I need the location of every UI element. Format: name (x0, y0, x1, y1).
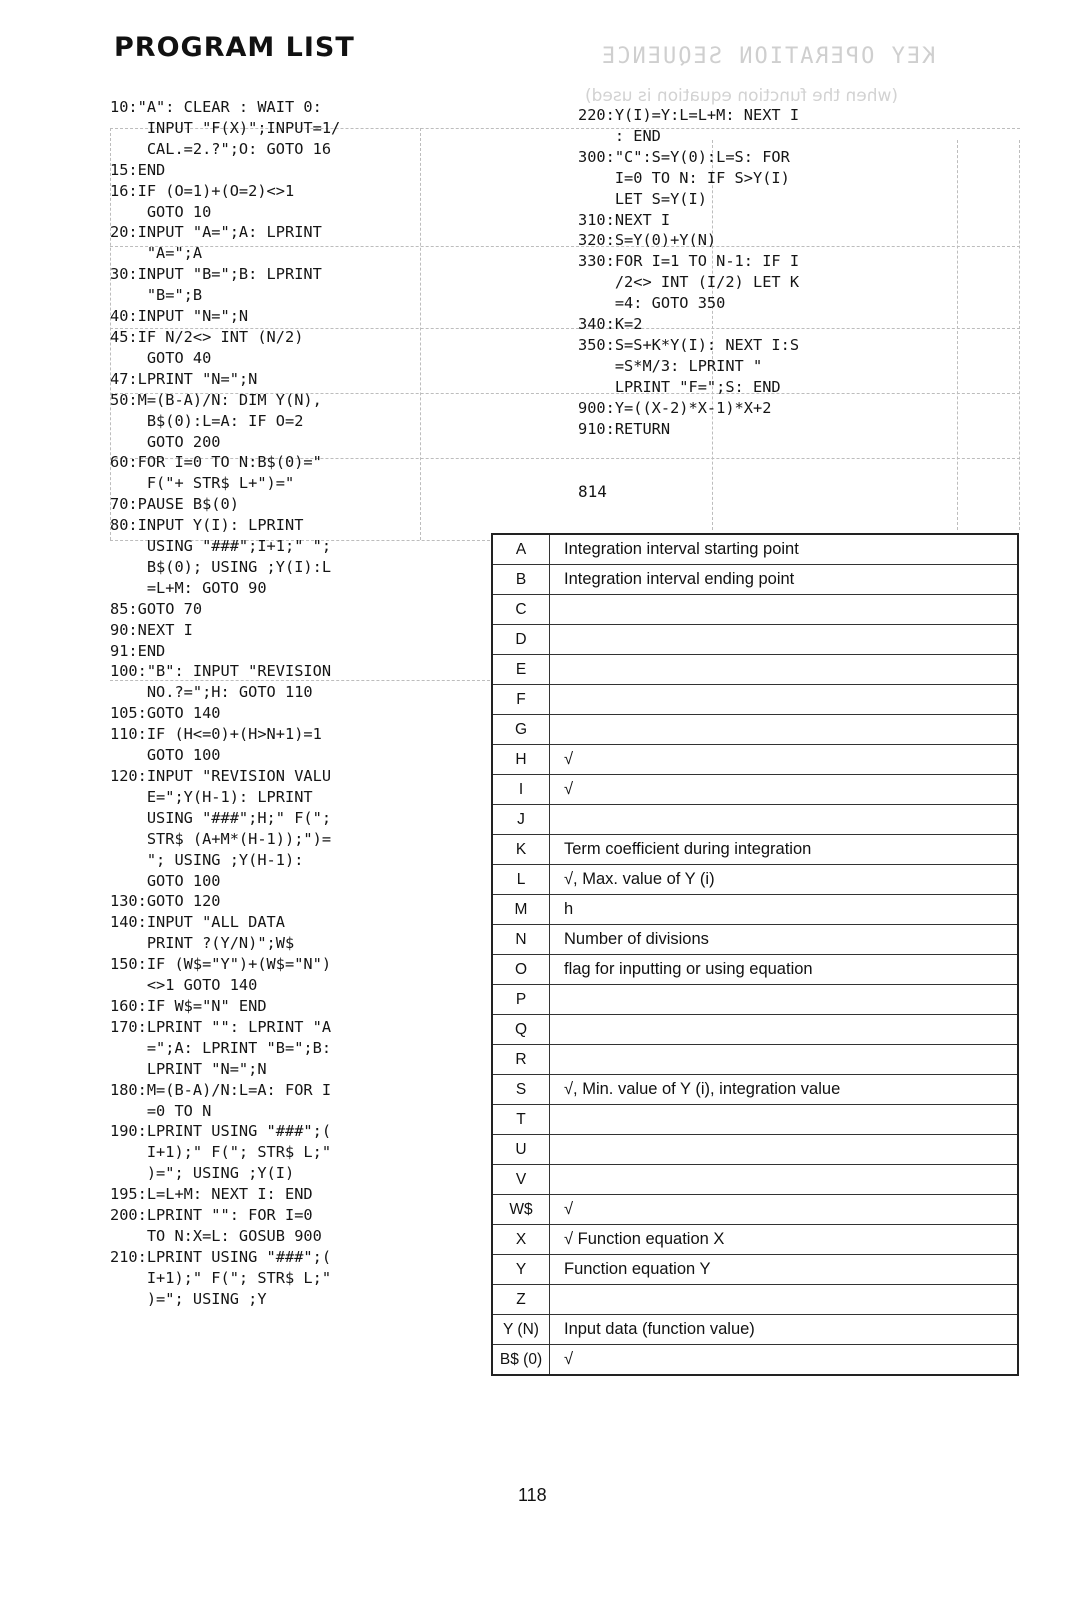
code-line: "A=";A (110, 244, 203, 263)
code-line: <>1 GOTO 140 (110, 976, 258, 995)
table-row (492, 1135, 1018, 1165)
code-line: 140:INPUT "ALL DATA (110, 913, 285, 932)
code-line: 130:GOTO 120 (110, 892, 221, 911)
code-line: 220:Y(I)=Y:L=L+M: NEXT I (578, 106, 800, 124)
ghost-rule (957, 140, 958, 530)
code-line: E=";Y(H-1): LPRINT (110, 787, 313, 806)
code-line: : END (578, 126, 661, 145)
code-line: I+1);" F("; STR$ L;" (110, 1143, 332, 1162)
code-line: GOTO 200 (110, 432, 221, 451)
page-number: 118 (518, 1485, 547, 1505)
code-line: PRINT ?(Y/N)";W$ (110, 934, 295, 953)
code-line: 105:GOTO 140 (110, 704, 221, 723)
variable-name: L (492, 865, 550, 895)
table-row (492, 775, 1018, 805)
variable-description (550, 1135, 1019, 1165)
ghost-rule (1019, 140, 1020, 530)
variable-name: D (492, 625, 550, 655)
variable-name: M (492, 895, 550, 925)
table-row (492, 985, 1018, 1015)
table-row (492, 835, 1018, 865)
code-line: =L+M: GOTO 90 (110, 578, 267, 597)
table-row (492, 745, 1018, 775)
code-line: 20:INPUT "A=";A: LPRINT (110, 223, 322, 242)
code-line: LPRINT "F=";S: END (578, 377, 781, 396)
code-line: 85:GOTO 70 (110, 599, 203, 618)
table-row (492, 1195, 1018, 1225)
page-title: PROGRAM LIST (114, 32, 355, 63)
code-line: 110:IF (H<=0)+(H>N+1)=1 (110, 725, 322, 744)
variable-table (491, 533, 1019, 1376)
variable-description (550, 1285, 1019, 1315)
variable-name: K (492, 835, 550, 865)
table-row (492, 1255, 1018, 1285)
table-row (492, 1045, 1018, 1075)
variable-name: T (492, 1105, 550, 1135)
table-row (492, 1075, 1018, 1105)
code-line: TO N:X=L: GOSUB 900 (110, 1226, 322, 1245)
code-line: LPRINT "N=";N (110, 1059, 267, 1078)
variable-description (550, 595, 1019, 625)
code-line: GOTO 100 (110, 746, 221, 765)
table-row (492, 1105, 1018, 1135)
variable-name: Y (492, 1255, 550, 1285)
table-row (492, 865, 1018, 895)
table-row (492, 1015, 1018, 1045)
code-line: 60:FOR I=0 TO N:B$(0)=" (110, 453, 322, 472)
code-line: 910:RETURN (578, 419, 671, 438)
code-line: NO.?=";H: GOTO 110 (110, 683, 313, 702)
code-line: B$(0):L=A: IF O=2 (110, 411, 304, 430)
ghost-rule (420, 128, 421, 540)
variable-description: √, Min. value of Y (i), integration value (550, 1075, 1019, 1105)
variable-description (550, 985, 1019, 1015)
code-line: USING "###";I+1;" "; (110, 537, 332, 556)
table-row (492, 685, 1018, 715)
code-line: 160:IF W$="N" END (110, 996, 267, 1015)
program-code-right (578, 105, 799, 440)
code-line: 15:END (110, 160, 166, 179)
variable-name: V (492, 1165, 550, 1195)
table-row (492, 805, 1018, 835)
variable-description: √ (550, 1195, 1019, 1225)
code-line: INPUT "F(X)";INPUT=1/ (110, 118, 341, 137)
code-line: 91:END (110, 641, 166, 660)
code-line: B$(0); USING ;Y(I):L (110, 557, 332, 576)
variable-name: J (492, 805, 550, 835)
code-line: 180:M=(B-A)/N:L=A: FOR I (110, 1080, 332, 1099)
variable-description: √, Max. value of Y (i) (550, 865, 1019, 895)
variable-description: h (550, 895, 1019, 925)
variable-description: Integration interval ending point (550, 565, 1019, 595)
code-line: "B=";B (110, 286, 203, 305)
variable-name: R (492, 1045, 550, 1075)
code-line: )="; USING ;Y (110, 1289, 267, 1308)
code-line: =4: GOTO 350 (578, 294, 726, 313)
table-row (492, 565, 1018, 595)
table-row (492, 1345, 1018, 1376)
code-line: )="; USING ;Y(I) (110, 1164, 295, 1183)
code-line: 100:"B": INPUT "REVISION (110, 662, 332, 681)
variable-name: I (492, 775, 550, 805)
variable-name: Q (492, 1015, 550, 1045)
table-row (492, 925, 1018, 955)
code-line: 45:IF N/2<> INT (N/2) (110, 327, 304, 346)
code-line: 70:PAUSE B$(0) (110, 495, 239, 514)
variable-name: F (492, 685, 550, 715)
table-row (492, 655, 1018, 685)
program-address: 814 (578, 482, 607, 501)
variable-description: √ (550, 745, 1019, 775)
variable-name: H (492, 745, 550, 775)
variable-name: U (492, 1135, 550, 1165)
code-line: STR$ (A+M*(H-1));")= (110, 829, 332, 848)
variable-name: C (492, 595, 550, 625)
code-line: 30:INPUT "B=";B: LPRINT (110, 265, 322, 284)
variable-description (550, 625, 1019, 655)
table-row (492, 595, 1018, 625)
code-line: 900:Y=((X-2)*X-1)*X+2 (578, 398, 772, 417)
variable-name: Y (N) (492, 1315, 550, 1345)
code-line: GOTO 100 (110, 871, 221, 890)
ghost-subheading: (when the function equation is used) (585, 86, 899, 106)
code-line: 320:S=Y(0)+Y(N) (578, 231, 717, 250)
variable-description: Function equation Y (550, 1255, 1019, 1285)
code-line: 150:IF (W$="Y")+(W$="N") (110, 955, 332, 974)
table-row (492, 1165, 1018, 1195)
code-line: 16:IF (O=1)+(O=2)<>1 (110, 181, 295, 200)
code-line: 40:INPUT "N=";N (110, 307, 249, 326)
code-line: 350:S=S+K*Y(I): NEXT I:S (578, 335, 800, 354)
code-line: 195:L=L+M: NEXT I: END (110, 1185, 313, 1204)
variable-description (550, 1165, 1019, 1195)
variable-description (550, 1045, 1019, 1075)
code-line: 120:INPUT "REVISION VALU (110, 767, 332, 785)
variable-description: √ (550, 1345, 1019, 1376)
code-line: USING "###";H;" F("; (110, 808, 332, 827)
code-line: 210:LPRINT USING "###";( (110, 1247, 332, 1266)
code-line: GOTO 40 (110, 348, 212, 367)
variable-description (550, 655, 1019, 685)
variable-description: Term coefficient during integration (550, 835, 1019, 865)
variable-description: √ Function equation X (550, 1225, 1019, 1255)
variable-description (550, 715, 1019, 745)
code-line: 200:LPRINT "": FOR I=0 (110, 1206, 313, 1225)
table-row (492, 1225, 1018, 1255)
variable-name: O (492, 955, 550, 985)
variable-name: W$ (492, 1195, 550, 1225)
code-line: 47:LPRINT "N=";N (110, 369, 258, 388)
variable-description: flag for inputting or using equation (550, 955, 1019, 985)
table-row (492, 1285, 1018, 1315)
variable-description (550, 1015, 1019, 1045)
variable-name: B (492, 565, 550, 595)
code-line: 80:INPUT Y(I): LPRINT (110, 516, 304, 535)
variable-name: G (492, 715, 550, 745)
table-row (492, 534, 1018, 565)
variable-name: P (492, 985, 550, 1015)
variable-name: E (492, 655, 550, 685)
variable-description: Integration interval starting point (550, 534, 1019, 565)
code-line: GOTO 10 (110, 202, 212, 221)
code-line: 310:NEXT I (578, 210, 671, 229)
variable-description (550, 805, 1019, 835)
code-line: 340:K=2 (578, 315, 643, 334)
program-code-left (110, 97, 340, 1310)
ghost-heading: KEY OPERATION SEQUENCE (600, 44, 936, 69)
code-line: I+1);" F("; STR$ L;" (110, 1268, 332, 1287)
variable-name: A (492, 534, 550, 565)
table-row (492, 955, 1018, 985)
code-line: 10:"A": CLEAR : WAIT 0: (110, 98, 322, 116)
code-line: 170:LPRINT "": LPRINT "A (110, 1017, 332, 1036)
code-line: 190:LPRINT USING "###";( (110, 1122, 332, 1141)
code-line: =0 TO N (110, 1101, 212, 1120)
code-line: 300:"C":S=Y(0):L=S: FOR (578, 147, 790, 166)
table-row (492, 895, 1018, 925)
code-line: I=0 TO N: IF S>Y(I) (578, 168, 790, 187)
variable-name: Z (492, 1285, 550, 1315)
code-line: =S*M/3: LPRINT " (578, 356, 763, 375)
code-line: "; USING ;Y(H-1): (110, 850, 304, 869)
code-line: 330:FOR I=1 TO N-1: IF I (578, 252, 800, 271)
variable-name: N (492, 925, 550, 955)
table-row (492, 1315, 1018, 1345)
code-line: LET S=Y(I) (578, 189, 707, 208)
variable-name: X (492, 1225, 550, 1255)
variable-description: √ (550, 775, 1019, 805)
code-line: 50:M=(B-A)/N: DIM Y(N), (110, 390, 322, 409)
variable-name: S (492, 1075, 550, 1105)
variable-name: B$ (0) (492, 1345, 550, 1376)
table-row (492, 625, 1018, 655)
variable-description (550, 1105, 1019, 1135)
code-line: 90:NEXT I (110, 620, 193, 639)
table-row (492, 715, 1018, 745)
code-line: F("+ STR$ L+")=" (110, 474, 295, 493)
variable-description: Number of divisions (550, 925, 1019, 955)
variable-table-body (492, 534, 1018, 1375)
code-line: CAL.=2.?";O: GOTO 16 (110, 139, 332, 158)
variable-description (550, 685, 1019, 715)
code-line: /2<> INT (I/2) LET K (578, 273, 800, 292)
code-line: =";A: LPRINT "B=";B: (110, 1038, 332, 1057)
variable-description: Input data (function value) (550, 1315, 1019, 1345)
